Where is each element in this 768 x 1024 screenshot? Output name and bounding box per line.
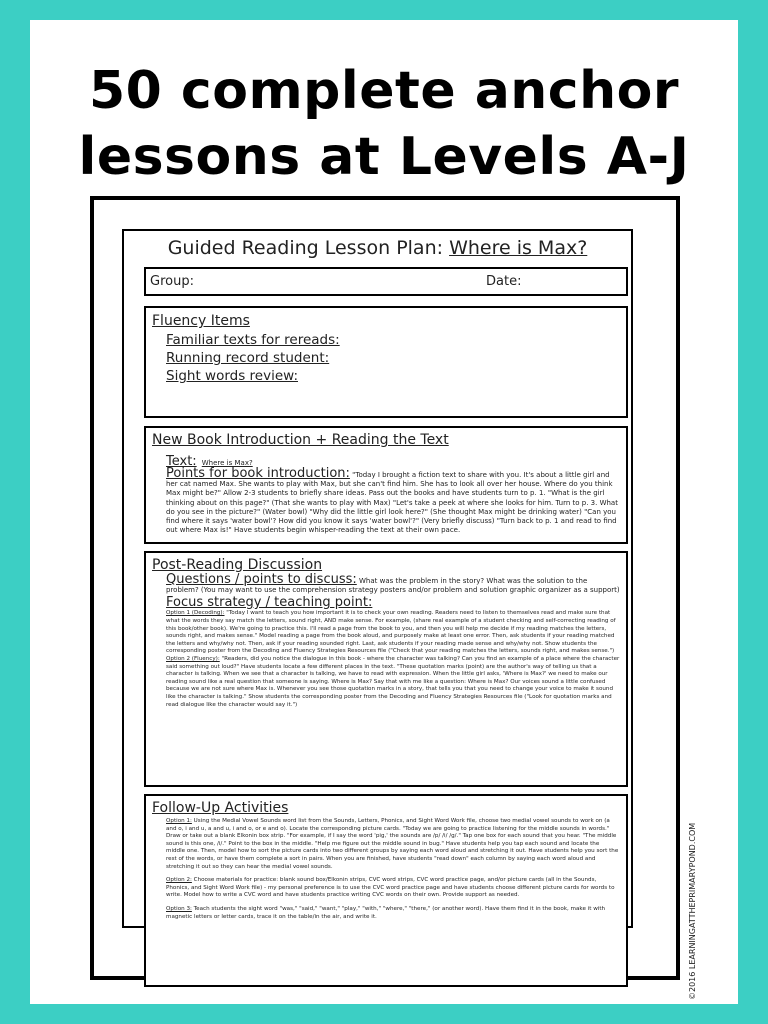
fluency-items-box (144, 306, 628, 418)
intro-title: New Book Introduction + Reading the Text (152, 432, 449, 448)
lesson-plan-inner-border (122, 229, 633, 928)
follow-up-box (144, 794, 628, 987)
copyright-notice: ©2016 LEARNINGATTHEPRIMARYPOND.COM (688, 822, 697, 1000)
intro-text-label: Text: (166, 454, 197, 469)
headline (30, 58, 738, 190)
date-label: Date: (486, 274, 522, 289)
follow-option-1-label: Option 1: (166, 818, 192, 824)
post-title: Post-Reading Discussion (152, 557, 323, 573)
book-introduction-box (144, 426, 628, 544)
follow-option-1 (166, 818, 620, 871)
intro-text-value: Where is Max? (201, 459, 253, 467)
follow-option-2-body: Choose materials for practice: blank sound box/Elkonin strips, CVC word strips, CVC word practice page, and/or picture cards (all in the Sounds, Phonics, and Sight Word Work file) - my personal preference is to use the CVC word practice page and have students choose different picture cards for words to write. Model how to write a CVC word and have students practice writing CVC words on their own. Provide support as needed. (166, 877, 615, 899)
headline-line-2: lessons at Levels A-J (78, 127, 690, 187)
intro-points-label: Points for book introduction: (166, 466, 350, 481)
post-option-2-body: "Readers, did you notice the dialogue in this book - where the character was talking? Can you find an example of a place where the character said something out loud?" Have students locate a few different places in the text. "These quotation marks (point) are the author's way of telling us that a character is talking. When we see that a character is talking, we have to read with expression. When the little girl asks, 'Where is Max?' we need to make our reading sound like a real question that someone is saying. Where is Max? Say that with me like a question: Where is Max? Our voices sound a little confused because we are not sure where Max is. Whenever you see those quotation marks in a story, that tells you that you need to change your voice to make it sound like the character is talking." Show students the corresponding poster from the Decoding and Fluency Strategies Resources file ("Look for quotation marks and read dialogue like the character would say it.") (166, 655, 620, 708)
intro-points-row (166, 466, 620, 535)
post-option-2-label: Option 2 (Fluency): (166, 655, 220, 662)
post-focus-label: Focus strategy / teaching point: (166, 595, 373, 611)
lesson-plan-document (90, 196, 697, 1000)
post-questions-row (166, 572, 620, 595)
follow-option-2-label: Option 2: (166, 877, 192, 884)
doc-title-prefix: Guided Reading Lesson Plan: (167, 237, 450, 259)
post-reading-box (144, 551, 628, 787)
post-option-1-body: "Today I want to teach you how important it is to check your own reading. Readers need to listen to themselves read and make sure that what the words they say match the letters, sound right, AND make sense. For example, (share real example of a student checking and self-correcting reading of this book/other book). We're going to practice this. I'll read a page from the book to you, and then you will help me decide if my reading matches the letters, sounds right, and makes sense." Model reading a page from the book aloud, and purposely make at least one error. Then, ask students if your reading matched the letters and why/why not. Then, ask if your reading sounded right. Last, ask students if your reading made sense and why/why not. Show students the corresponding poster from the Decoding and Fluency Strategies Resources file ("Check that your reading matches the letters, sounds right, and makes sense.") (166, 610, 616, 655)
post-option-1-label: Option 1 (Decoding): (166, 610, 225, 617)
fluency-item-sight-words: Sight words review: (166, 368, 298, 384)
follow-option-3-body: Teach students the sight word "was," "said," "want," "play," "with," "where," "there," (or another word). Have them find it in the book, make it with magnetic letters or letter cards, trace it on the table/in the air, and write it. (166, 905, 606, 920)
doc-title-book: Where is Max? (449, 237, 588, 259)
white-frame (30, 20, 738, 1004)
fluency-title: Fluency Items (152, 313, 250, 329)
post-option-1 (166, 610, 620, 656)
headline-line-1: 50 complete anchor (88, 61, 680, 121)
post-option-2 (166, 656, 620, 709)
follow-title: Follow-Up Activities (152, 800, 289, 816)
follow-option-1-body: Using the Medial Vowel Sounds word list from the Sounds, Letters, Phonics, and Sight Word Work file, choose two medial vowel sounds to work on (a and o, i and u, a and u, i and o, or e and o). Locate the corresponding picture cards. "Today we are going to practice listening for the middle sounds in words." Draw or take out a blank Elkonin box strip. "For example, if I say the word 'pig,' the sounds are /p/ /i/ /g/." Tap one box for each sound that you hear. "The middle sound is this one, /i/." Point to the box in the middle. "Help me figure out the middle sound in bug." Have students help you tap each sound and locate the middle one. Then, model how to sort the picture cards into two different groups by saying each word aloud and stretching it out. Have students help you sort the rest of the words, or have them complete a sort in pairs. When you are finished, have students "read down" each column by saying each word aloud and stretching it out so they can hear the medial vowel sounds. (166, 818, 619, 870)
fluency-item-running-record: Running record student: (166, 350, 330, 366)
group-date-box (144, 267, 628, 296)
group-label: Group: (150, 274, 194, 289)
doc-title (124, 237, 631, 259)
post-questions-body: What was the problem in the story? What was the solution to the problem? (You may want to use the comprehension strategy posters and/or problem and solution graphic organizer as a support) (166, 577, 620, 595)
follow-option-2 (166, 877, 620, 900)
follow-option-3 (166, 906, 620, 921)
post-questions-label: Questions / points to discuss: (166, 572, 357, 587)
follow-option-3-label: Option 3: (166, 905, 192, 912)
intro-points-body: "Today I brought a fiction text to share with you. It's about a little girl and her cat named Max. She wants to play with Max, but she can't find him. She has to look all over her house. Where do you think Max might be?" Allow 2-3 students to briefly share ideas. Pass out the books and have students turn to p. 1. "What is the girl thinking about on this page?" (That she wants to play with Max) "Let's take a peek at where she looks for him. Turn to p. 3. What do you see in the picture?" (Water bowl) "Why did the little girl look here?" (She thought Max might be drinking water) "Can you find where it says 'water bowl'? How did you know it says 'water bowl'?" (Very briefly discuss) "Turn back to p. 1 and read to find out where Max is!" Have students begin whisper-reading the text at their own pace. (166, 471, 618, 535)
fluency-item-familiar-texts: Familiar texts for rereads: (166, 332, 340, 348)
